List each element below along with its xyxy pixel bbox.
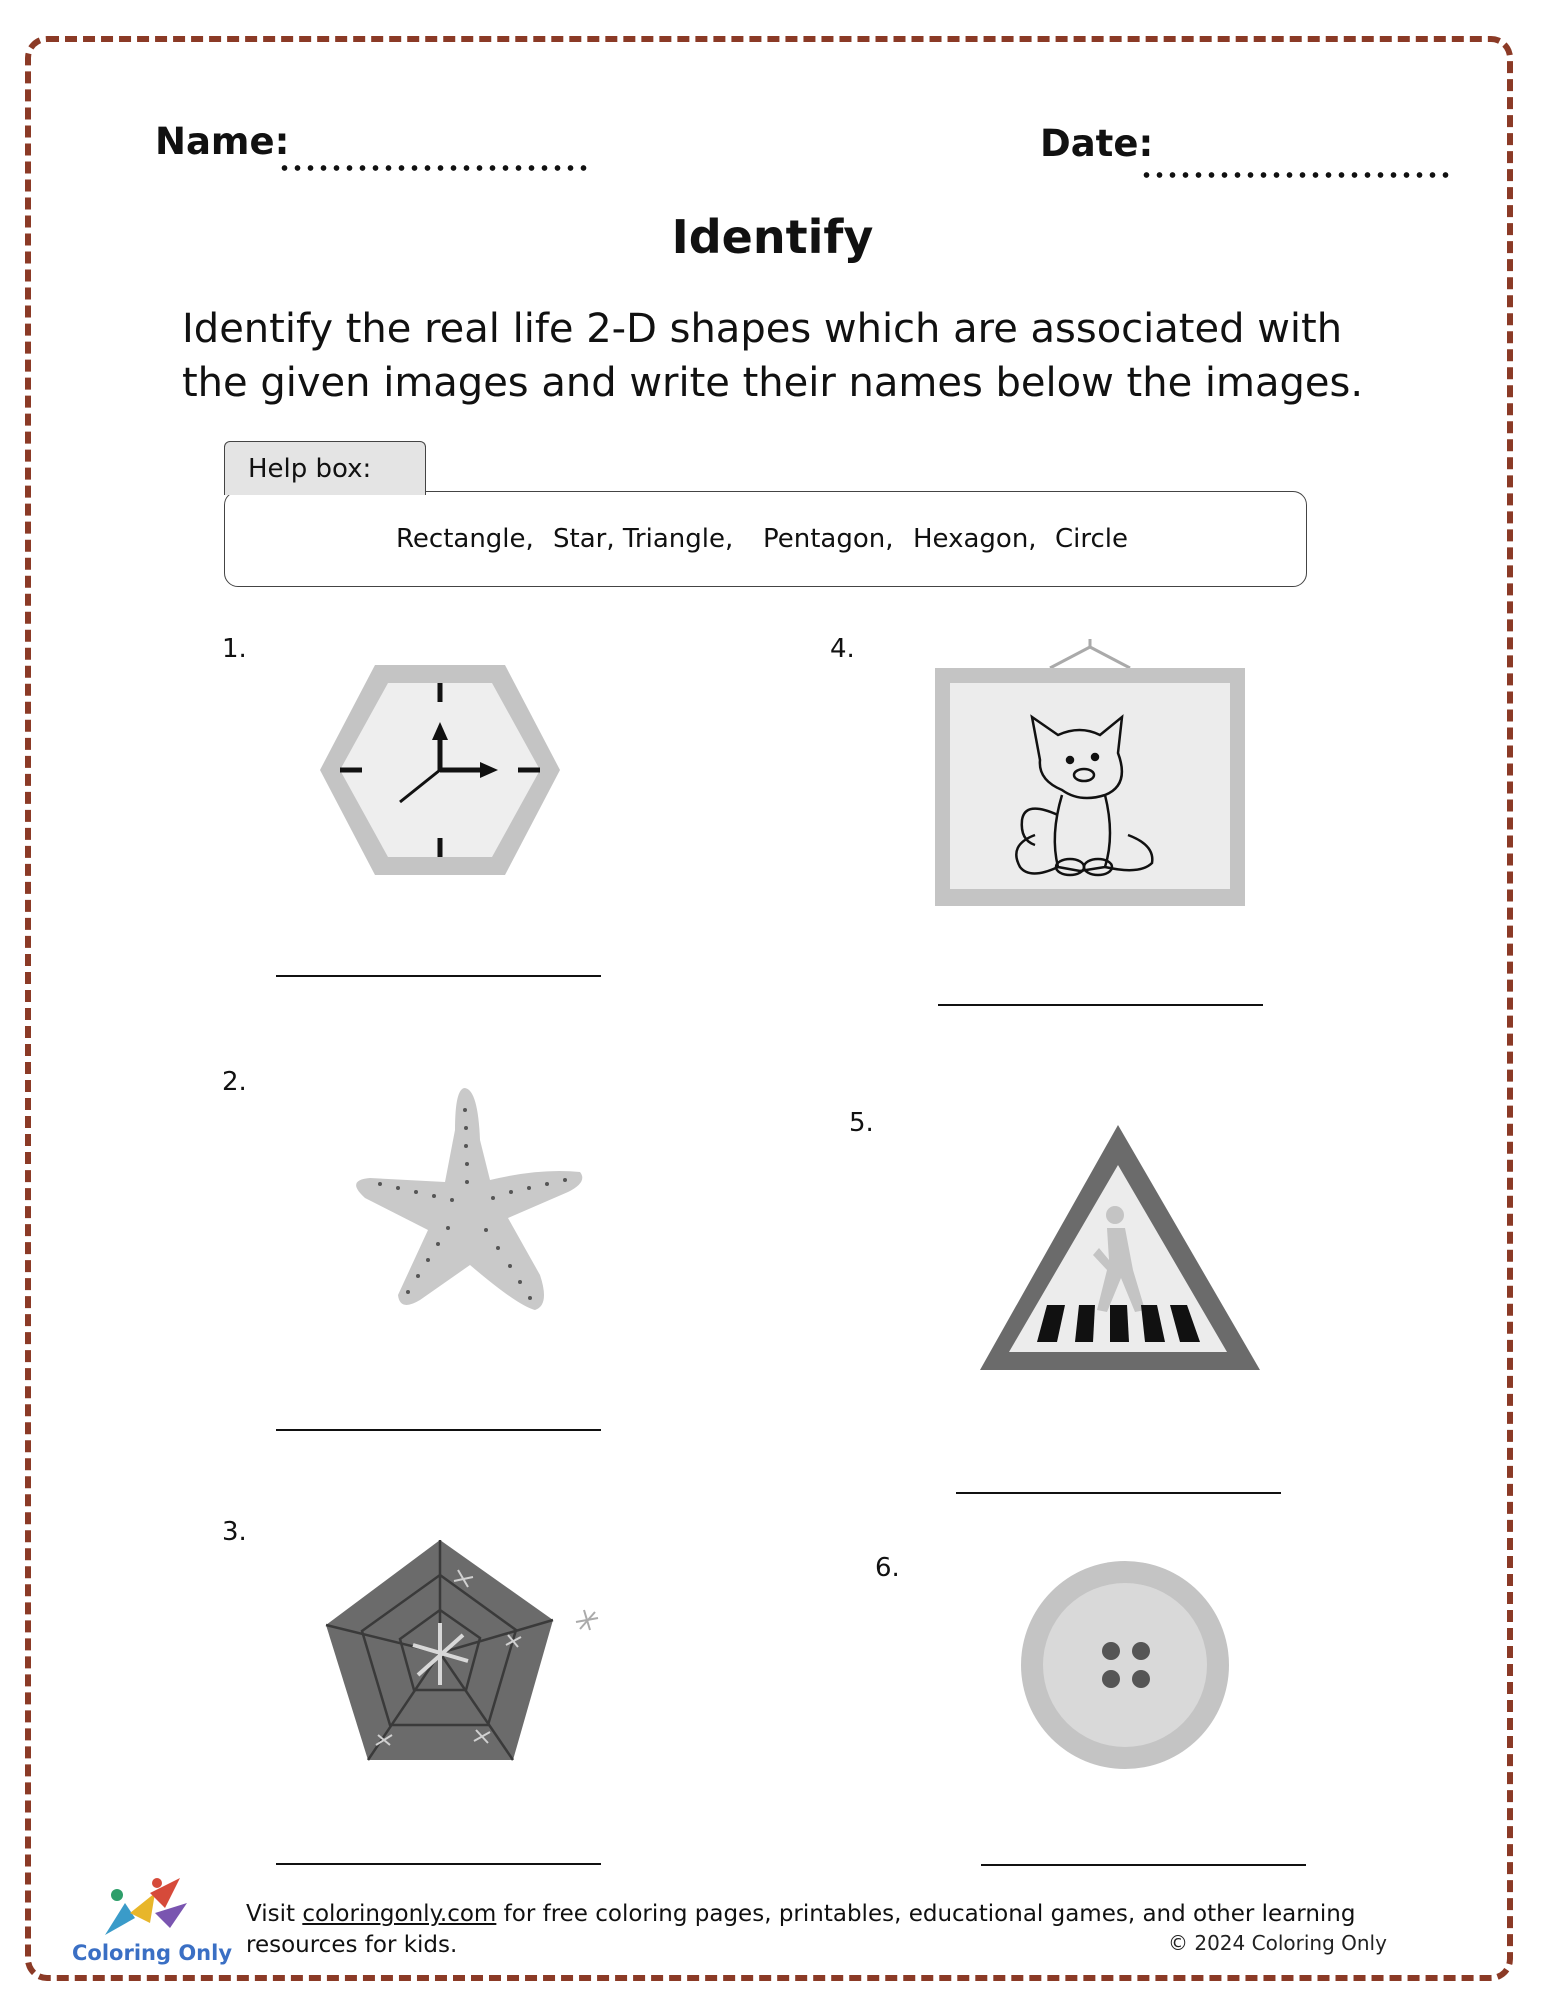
item-3-number: 3.	[222, 1517, 247, 1547]
answer-line-5[interactable]	[956, 1492, 1281, 1494]
triangle-crosswalk-sign-icon	[975, 1120, 1265, 1380]
brand-name: Coloring Only	[72, 1941, 233, 1965]
item-1-number: 1.	[222, 634, 247, 664]
answer-line-1[interactable]	[276, 975, 601, 977]
answer-line-3[interactable]	[276, 1863, 601, 1865]
rectangle-picture-frame-icon	[930, 635, 1245, 910]
pentagon-spiderweb-icon	[318, 1535, 618, 1765]
copyright: © 2024 Coloring Only	[1168, 1931, 1387, 1955]
help-word-circle: Circle	[1055, 524, 1129, 554]
help-word-star-triangle: Star, Triangle,	[553, 524, 734, 554]
item-5-number: 5.	[849, 1108, 874, 1138]
date-label: Date:	[1040, 122, 1154, 165]
answer-line-6[interactable]	[981, 1864, 1306, 1866]
item-2-number: 2.	[222, 1067, 247, 1097]
coloring-only-logo-icon	[95, 1873, 195, 1943]
help-word-rectangle: Rectangle,	[396, 524, 534, 554]
item-4-number: 4.	[830, 634, 855, 664]
page-title: Identify	[671, 210, 874, 264]
answer-line-2[interactable]	[276, 1429, 601, 1431]
help-word-pentagon: Pentagon,	[763, 524, 894, 554]
name-field[interactable]	[278, 164, 590, 172]
help-word-hexagon: Hexagon,	[913, 524, 1037, 554]
name-label: Name:	[155, 120, 290, 163]
help-box-label: Help box:	[224, 441, 426, 495]
item-6-number: 6.	[875, 1553, 900, 1583]
instructions: Identify the real life 2-D shapes which are associated with the given images and write their names below the images.	[182, 306, 1364, 406]
date-field[interactable]	[1140, 171, 1452, 179]
circle-button-icon	[1015, 1555, 1235, 1775]
footer-link[interactable]: coloringonly.com	[302, 1901, 497, 1927]
answer-line-4[interactable]	[938, 1004, 1263, 1006]
starfish-icon	[340, 1080, 600, 1320]
footer-text: Visit coloringonly.com for free coloring pages, printables, educational games, and other learning resources for kids.	[246, 1901, 1356, 1958]
hexagon-clock-icon	[300, 650, 580, 890]
